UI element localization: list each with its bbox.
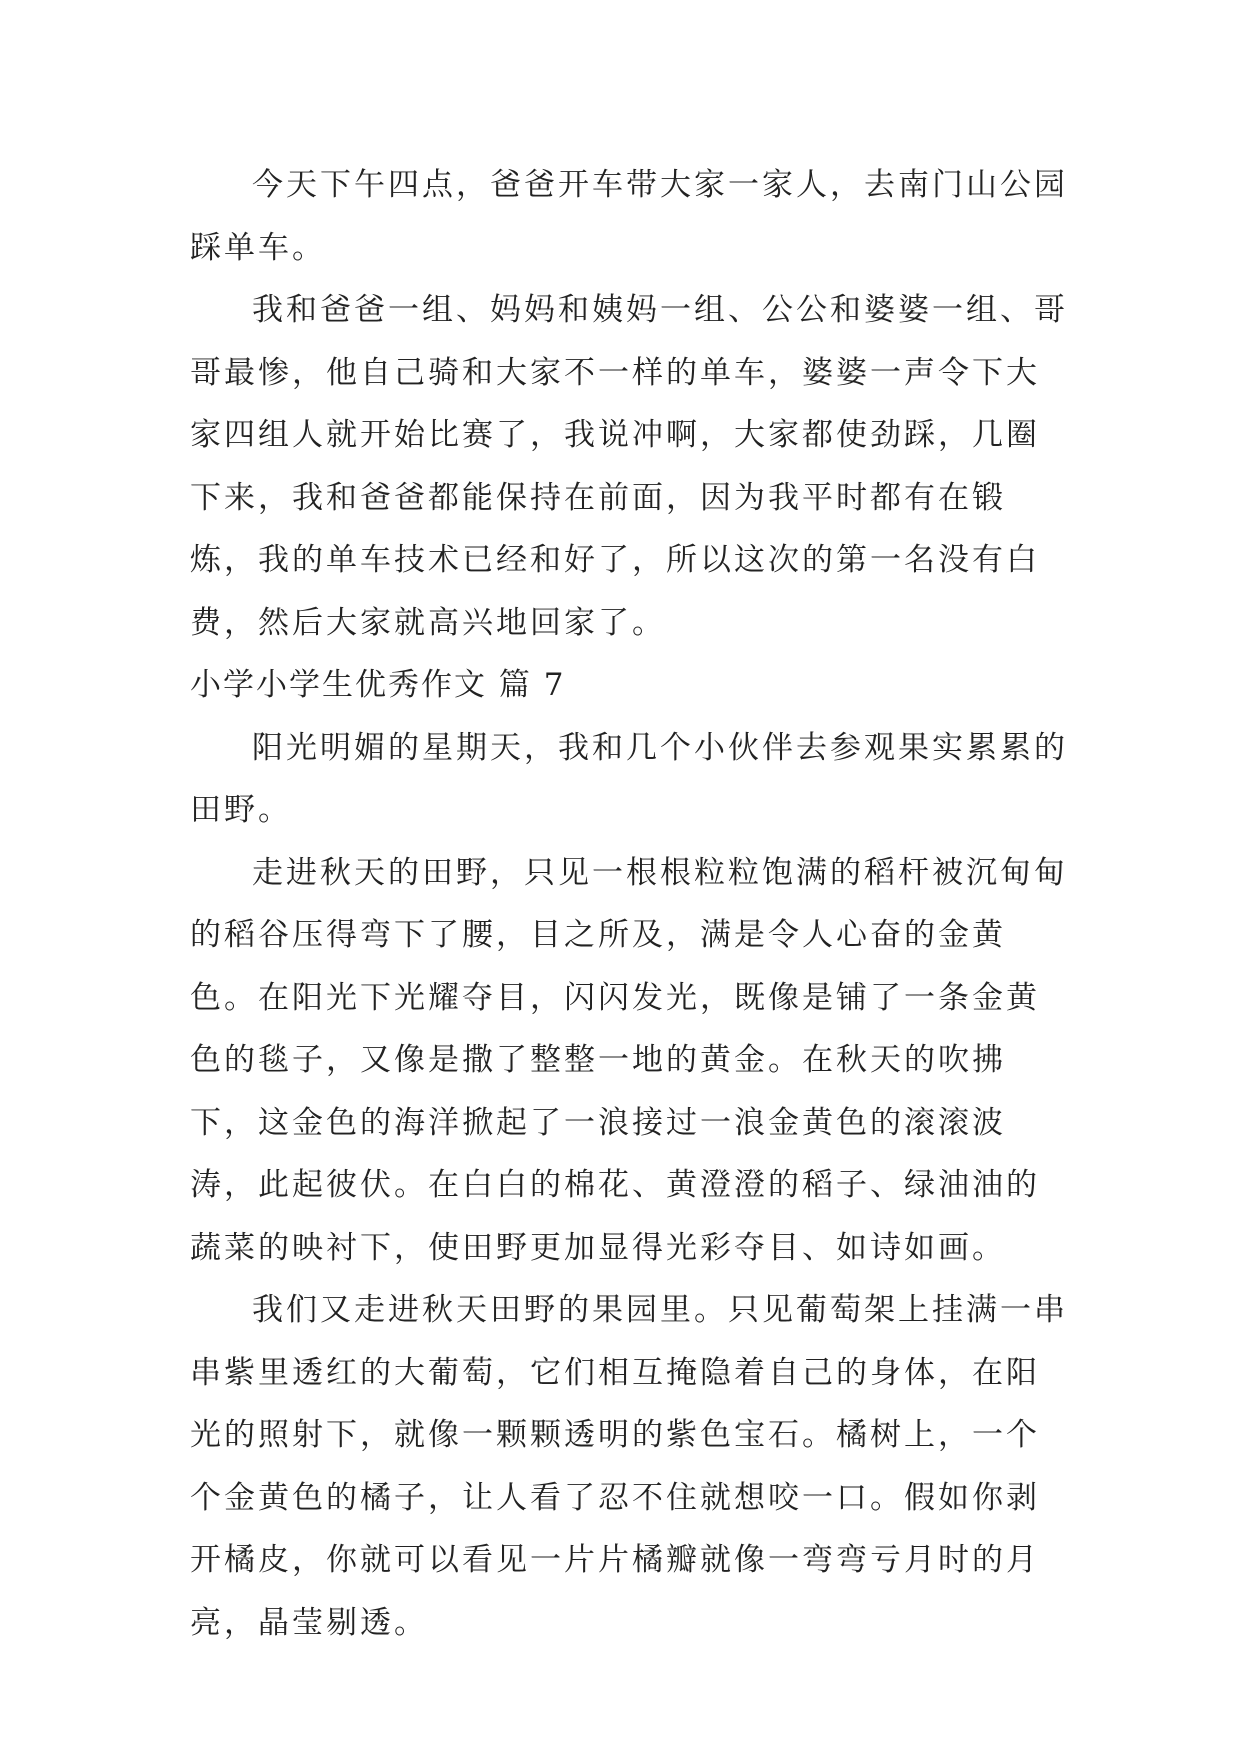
- section-heading: 小学小学生优秀作文 篇 7: [190, 667, 566, 703]
- paragraph-park-trip: 今天下午四点，爸爸开车带大家一家人，去南门山公园踩单车。: [190, 167, 1068, 266]
- document-body: [190, 154, 1070, 1654]
- paragraph-orchard: 我们又走进秋天田野的果园里。只见葡萄架上挂满一串串紫里透红的大葡萄，它们相互掩隐着自己的身体，在阳光的照射下，就像一颗颗透明的紫色宝石。橘树上，一个个金黄色的橘子，让人看了忍不住就想咬一口。假如你剥开橘皮，你就可以看见一片片橘瓣就像一弯弯亏月时的月亮，晶莹剔透。: [190, 1292, 1068, 1641]
- paragraph-autumn-fields: 走进秋天的田野，只见一根根粒粒饱满的稻杆被沉甸甸的稻谷压得弯下了腰，目之所及，满是令人心奋的金黄色。在阳光下光耀夺目，闪闪发光，既像是铺了一条金黄色的毯子，又像是撒了整整一地的黄金。在秋天的吹拂下，这金色的海洋掀起了一浪接过一浪金黄色的滚滚波涛，此起彼伏。在白白的棉花、黄澄澄的稻子、绿油油的蔬菜的映衬下，使田野更加显得光彩夺目、如诗如画。: [190, 854, 1068, 1266]
- paragraph-bike-race: 我和爸爸一组、妈妈和姨妈一组、公公和婆婆一组、哥哥最惨，他自己骑和大家不一样的单车，婆婆一声令下大家四组人就开始比赛了，我说冲啊，大家都使劲踩，几圈下来，我和爸爸都能保持在前面，因为我平时都有在锻炼，我的单车技术已经和好了，所以这次的第一名没有白费，然后大家就高兴地回家了。: [190, 292, 1068, 641]
- paragraph-sunny-sunday: 阳光明媚的星期天，我和几个小伙伴去参观果实累累的田野。: [190, 729, 1068, 828]
